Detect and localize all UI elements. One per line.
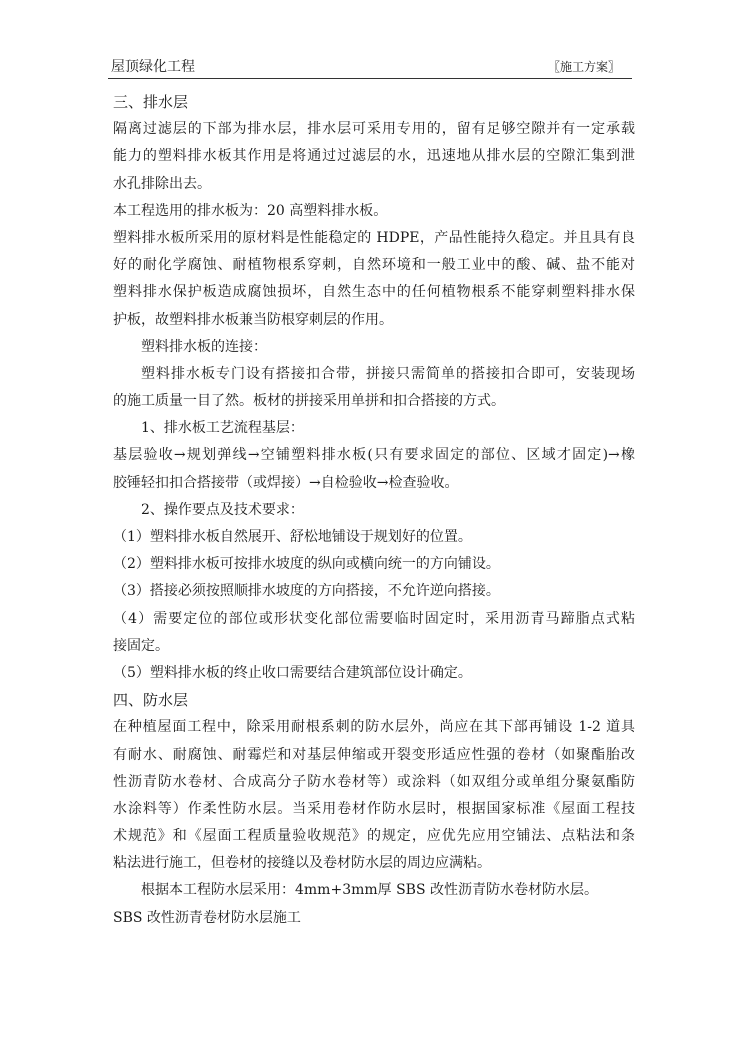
document-body [113, 89, 635, 932]
text-line: 胶锤轻扣扣合搭接带（或焊接）→自检验收→检查验收。 [113, 474, 459, 491]
text-line: （1）塑料排水板自然展开、舒松地铺设于规划好的位置。 [113, 529, 472, 545]
section-heading: 四、防水层 [113, 691, 189, 710]
text-line: 隔离过滤层的下部为排水层，排水层可采用专用的，留有足够空隙并有一定承载 [113, 121, 635, 138]
text-line: 塑料排水板专门设有搭接扣合带，拼接只需简单的搭接扣合即可，安装现场 [141, 365, 635, 382]
text-line: 本工程选用的排水板为：20 高塑料排水板。 [113, 202, 388, 219]
header-tag: 〖施工方案〗 [548, 60, 621, 74]
text-line: 塑料排水保护板造成腐蚀损坏，自然生态中的任何植物根系不能穿刺塑料排水保 [113, 284, 635, 301]
text-line: 在种植屋面工程中，除采用耐根系刺的防水层外，尚应在其下部再铺设 1-2 道具 [113, 719, 635, 736]
section-heading: 三、排水层 [113, 93, 189, 111]
text-line: 塑料排水板的连接： [141, 338, 267, 355]
text-line: 护板，故塑料排水板兼当防根穿刺层的作用。 [113, 311, 393, 328]
text-line: 2、操作要点及技术要求： [141, 501, 304, 518]
header-divider [108, 78, 632, 79]
text-line: （2）塑料排水板可按排水坡度的纵向或横向统一的方向铺设。 [113, 556, 500, 573]
text-line: 的施工质量一目了然。板材的拼接采用单拼和扣合搭接的方式。 [113, 393, 505, 410]
text-line: 水孔排除出去。 [113, 175, 211, 192]
text-line: 接固定。 [113, 637, 169, 654]
text-line: 根据本工程防水层采用：4mm+3mm厚 SBS 改性沥青防水卷材防水层。 [141, 882, 599, 899]
header-title: 屋顶绿化工程 [111, 59, 195, 75]
text-line: 性沥青防水卷材、合成高分子防水卷材等）或涂料（如双组分或单组分聚氨酯防 [113, 773, 635, 790]
text-line: 塑料排水板所采用的原材料是性能稳定的 HDPE，产品性能持久稳定。并且具有良 [113, 229, 635, 246]
text-line: 粘法进行施工，但卷材的接缝以及卷材防水层的周边应满粘。 [113, 855, 491, 872]
text-line: （3）搭接必须按照顺排水坡度的方向搭接，不允许逆向搭接。 [113, 583, 500, 600]
text-line: 好的耐化学腐蚀、耐植物根系穿刺，自然环境和一般工业中的酸、碱、盐不能对 [113, 257, 635, 274]
text-line: SBS 改性沥青卷材防水层施工 [113, 909, 301, 926]
text-line: （4）需要定位的部位或形状变化部位需要临时固定时，采用沥青马蹄脂点式粘 [113, 610, 635, 627]
text-line: 有耐水、耐腐蚀、耐霉烂和对基层伸缩或开裂变形适应性强的卷材（如聚酯胎改 [113, 746, 635, 763]
text-line: （5）塑料排水板的终止收口需要结合建筑部位设计确定。 [113, 664, 472, 681]
text-line: 能力的塑料排水板其作用是将通过过滤层的水，迅速地从排水层的空隙汇集到泄 [113, 148, 635, 165]
text-line: 1、排水板工艺流程基层： [141, 420, 304, 437]
text-line: 水涂料等）作柔性防水层。当采用卷材作防水层时，根据国家标准《屋面工程技 [113, 800, 635, 817]
text-line: 基层验收→规划弹线→空铺塑料排水板(只有要求固定的部位、区域才固定)→橡 [113, 447, 635, 464]
text-line: 术规范》和《屋面工程质量验收规范》的规定，应优先应用空铺法、点粘法和条 [113, 828, 635, 845]
